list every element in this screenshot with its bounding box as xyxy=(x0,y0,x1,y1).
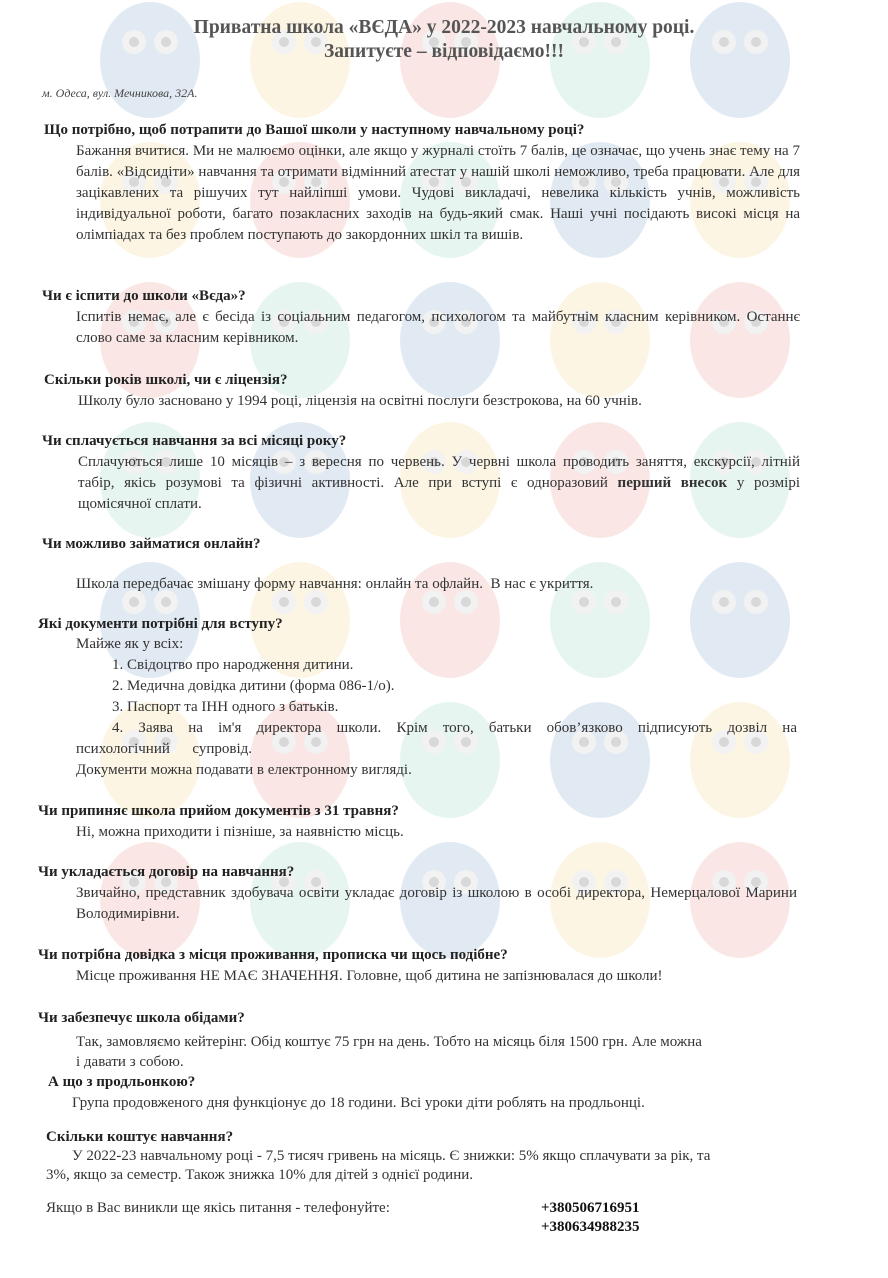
answer-11: Група продовженого дня функціонує до 18 години. Всі уроки діти роблять на продльонці. xyxy=(72,1095,645,1111)
question-6: Які документи потрібні для вступу? xyxy=(38,616,283,632)
question-1: Що потрібно, щоб потрапити до Вашої школи у наступному навчальному році? xyxy=(44,122,585,138)
answer-3: Школу було засновано у 1994 році, ліцензія на освітні послуги безстрокова, на 60 учнів. xyxy=(78,393,642,409)
question-3: Скільки років школі, чи є ліцензія? xyxy=(44,372,288,388)
answer-6-outro: Документи можна подавати в електронному вигляді. xyxy=(76,762,412,778)
answer-4 xyxy=(78,452,816,515)
answer-2: Іспитів немає, але є бесіда із соціальним педагогом, психологом та майбутнім класним керівником. Останнє слово саме за класним керівником. xyxy=(76,309,815,346)
question-4: Чи сплачується навчання за всі місяці року? xyxy=(42,433,347,449)
answer-7: Ні, можна приходити і пізніше, за наявністю місць. xyxy=(76,824,404,840)
answer-4-text: Сплачуються лише 10 місяців – з вересня по червень. У червні школа проводить заняття, екскурсії, літній табір, якісь розумові та фізичні активності. Але при вступі є одноразовий xyxy=(78,454,812,491)
owl-icon xyxy=(690,562,790,678)
answer-4-bold: перший внесок xyxy=(617,475,728,491)
question-11: А що з продльонкою? xyxy=(48,1074,196,1090)
question-9: Чи потрібна довідка з місця проживання, прописка чи щось подібне? xyxy=(38,947,508,963)
page-title: Приватна школа «ВЄДА» у 2022-2023 навчальному році. xyxy=(193,17,695,38)
phone-number[interactable]: +380634988235 xyxy=(541,1219,640,1235)
answer-10-line2: і давати з собою. xyxy=(76,1054,184,1070)
answer-1: Бажання вчитися. Ми не малюємо оцінки, але якщо у журналі стоїть 7 балів, це означає, що учень знає тему на 7 балів. «Відсидіти» навчання та отримати відмінний атестат у нашій школі неможливо, треба працювати. Але для зацікавлених та рішучих тут найліпші умови. Чудові викладачі, невелика кількість учнів, можливість індивідуальної роботи, багато позакласних заходів на будь-який смак. Наші учні посідають високі місця на олімпіадах та без проблем поступають до закордонних шкіл та вишів. xyxy=(76,143,800,243)
answer-4-tail: у розмірі щомісячної сплати. xyxy=(78,475,816,512)
doc-item: 3. Паспорт та ІНН одного з батьків. xyxy=(112,699,339,715)
doc-item: 4. Заява на ім'я директора школи. Крім того, батьки обов’язково підписують дозвіл на xyxy=(112,720,797,736)
question-10: Чи забезпечує школа обідами? xyxy=(38,1010,245,1026)
question-7: Чи припиняє школа прийом документів з 31 травня? xyxy=(38,803,399,819)
phone-number[interactable]: +380506716951 xyxy=(541,1200,640,1216)
address: м. Одеса, вул. Мечникова, 32А. xyxy=(42,86,198,100)
doc-item-continued: психологічний супровід. xyxy=(76,741,252,757)
contact-text: Якщо в Вас виникли ще якісь питання - телефонуйте: xyxy=(46,1200,390,1216)
answer-5-extra: В нас є укриття. xyxy=(490,576,594,592)
page-subtitle: Запитуєте – відповідаємо!!! xyxy=(323,41,565,62)
doc-item: 2. Медична довідка дитини (форма 086-1/о). xyxy=(112,678,395,694)
question-2: Чи є іспити до школи «Вєда»? xyxy=(42,288,246,304)
question-8: Чи укладається договір на навчання? xyxy=(38,864,295,880)
question-5: Чи можливо займатися онлайн? xyxy=(42,536,261,552)
answer-10-line1: Так, замовляємо кейтерінг. Обід коштує 75 грн на день. Тобто на місяць біля 1500 грн. Але можна xyxy=(76,1034,702,1050)
answer-8: Звичайно, представник здобувача освіти укладає договір із школою в особі директора, Немерцалової Марини Володимирівни. xyxy=(76,885,797,922)
answer-6-intro: Майже як у всіх: xyxy=(76,636,184,652)
question-12: Скільки коштує навчання? xyxy=(46,1129,234,1145)
answer-12-line1: У 2022-23 навчальному році - 7,5 тисяч гривень на місяць. Є знижки: 5% якщо сплачувати за рік, та xyxy=(72,1148,711,1164)
answer-5 xyxy=(76,574,593,595)
answer-5-text: Школа передбачає змішану форму навчання: онлайн та офлайн. xyxy=(76,576,483,592)
doc-item: 1. Свідоцтво про народження дитини. xyxy=(112,657,354,673)
answer-9: Місце проживання НЕ МАЄ ЗНАЧЕННЯ. Головне, щоб дитина не запізнювалася до школи! xyxy=(76,968,663,984)
answer-12-line2: 3%, якщо за семестр. Також знижка 10% для дітей з однієї родини. xyxy=(46,1167,474,1183)
